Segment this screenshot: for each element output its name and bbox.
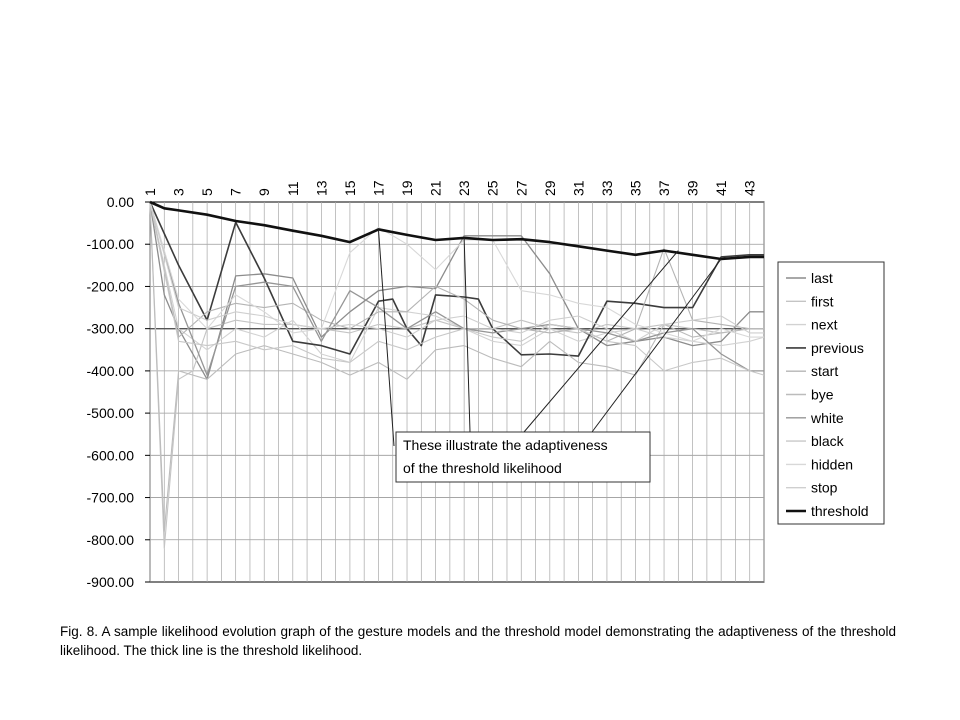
plot-background xyxy=(150,202,764,582)
y-tick-label: -200.00 xyxy=(86,278,134,295)
legend-label-white: white xyxy=(811,409,844,426)
x-tick-label: 35 xyxy=(627,180,644,196)
x-tick-label: 13 xyxy=(313,180,330,196)
y-tick-label: -800.00 xyxy=(86,531,134,548)
figure-caption: Fig. 8. A sample likelihood evolution graph of the gesture models and the threshold model demonstrating the adaptiveness of the threshold likelihood. The thick line is the threshold likelihood. xyxy=(60,624,896,658)
legend-label-first: first xyxy=(811,293,834,310)
x-tick-label: 9 xyxy=(256,188,273,196)
y-tick-label: -400.00 xyxy=(86,362,134,379)
x-tick-label: 41 xyxy=(713,180,730,196)
x-tick-label: 3 xyxy=(170,188,187,196)
x-tick-label: 39 xyxy=(684,180,701,196)
x-tick-label: 7 xyxy=(227,188,244,196)
legend-label-stop: stop xyxy=(811,479,838,496)
legend-label-hidden: hidden xyxy=(811,456,854,473)
x-tick-label: 31 xyxy=(570,180,587,196)
annotation-line-2: of the threshold likelihood xyxy=(403,460,562,476)
x-tick-label: 19 xyxy=(399,180,416,196)
x-tick-label: 11 xyxy=(284,181,301,196)
x-tick-label: 1 xyxy=(142,188,158,196)
x-tick-label: 29 xyxy=(541,180,558,196)
y-tick-label: -300.00 xyxy=(86,320,134,337)
legend xyxy=(778,262,884,524)
y-tick-label: 0.00 xyxy=(106,194,134,210)
x-tick-label: 33 xyxy=(598,180,615,196)
x-tick-label: 17 xyxy=(370,180,387,196)
x-tick-label: 37 xyxy=(656,180,673,196)
x-tick-label: 23 xyxy=(456,180,473,196)
x-tick-label: 27 xyxy=(513,180,530,196)
x-tick-label: 43 xyxy=(741,180,758,196)
legend-label-threshold: threshold xyxy=(811,503,869,519)
legend-label-next: next xyxy=(811,316,838,333)
legend-label-black: black xyxy=(811,433,844,450)
y-tick-label: -700.00 xyxy=(86,489,134,506)
x-tick-label: 5 xyxy=(199,188,216,196)
legend-label-last: last xyxy=(811,270,833,286)
x-tick-label: 15 xyxy=(341,180,358,196)
x-tick-label: 25 xyxy=(484,180,501,196)
legend-label-bye: bye xyxy=(811,386,834,403)
y-tick-label: -100.00 xyxy=(86,236,134,253)
x-tick-label: 21 xyxy=(427,180,444,196)
y-tick-label: -900.00 xyxy=(86,574,134,590)
legend-label-start: start xyxy=(811,363,839,380)
y-tick-label: -600.00 xyxy=(86,447,134,464)
annotation-line-1: These illustrate the adaptiveness xyxy=(403,437,608,453)
legend-label-previous: previous xyxy=(811,339,864,356)
y-tick-label: -500.00 xyxy=(86,405,134,422)
